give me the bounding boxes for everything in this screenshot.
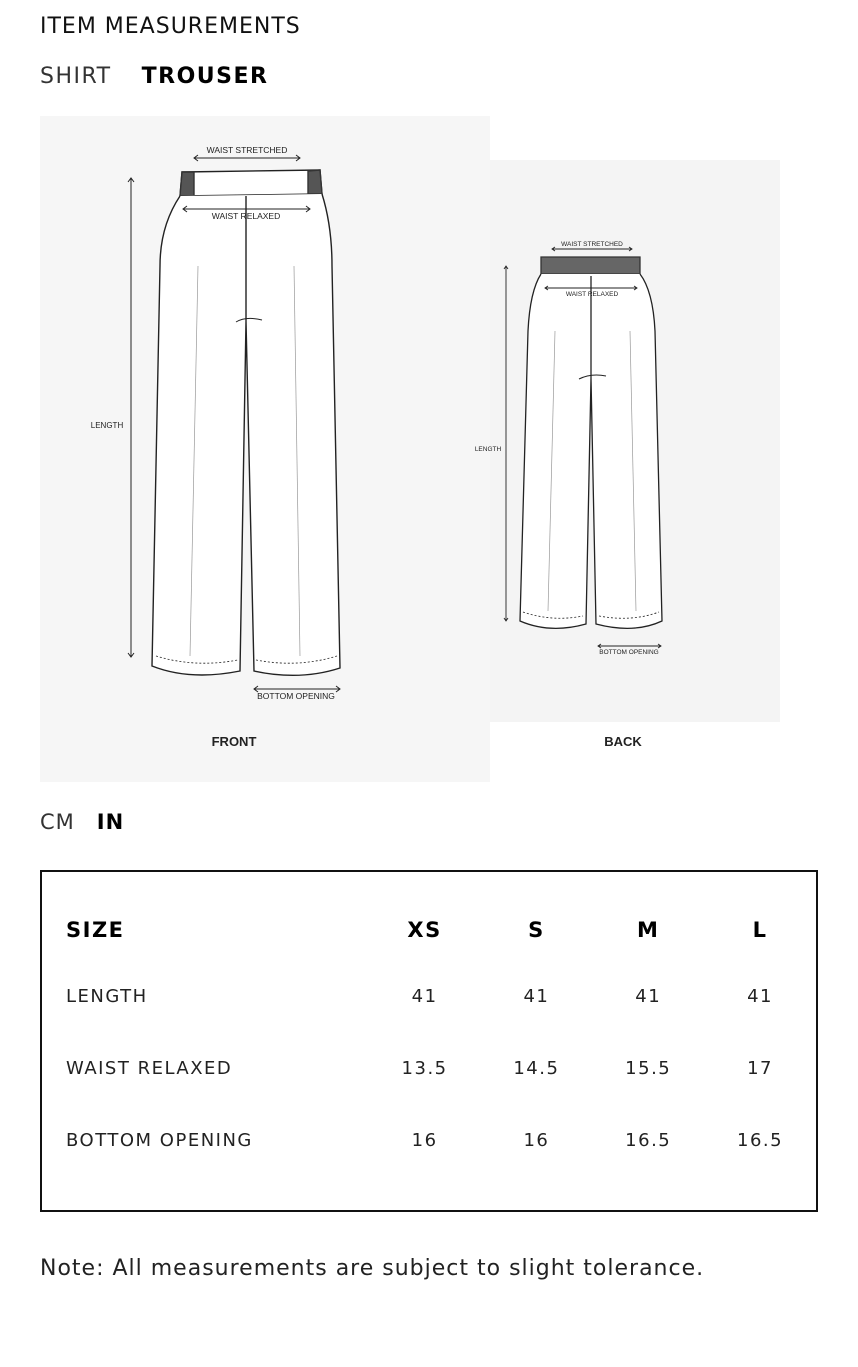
back-waist-relaxed-label: WAIST RELAXED	[565, 291, 619, 298]
page-title: ITEM MEASUREMENTS	[40, 14, 301, 39]
front-bottom-opening-label: BOTTOM OPENING	[257, 691, 335, 701]
header-size-s: S	[528, 918, 545, 942]
tolerance-note: Note: All measurements are subject to slight tolerance.	[40, 1256, 705, 1281]
table-cell: 41	[635, 985, 662, 1007]
table-cell: 41	[411, 985, 438, 1007]
header-size-label: SIZE	[66, 918, 125, 942]
table-row	[66, 1104, 816, 1176]
back-length-label: LENGTH	[474, 446, 502, 453]
front-length-label: LENGTH	[90, 421, 124, 430]
size-table	[66, 900, 816, 1176]
measurement-diagram	[40, 116, 790, 782]
table-cell: 16	[411, 1129, 438, 1151]
row-label-length: LENGTH	[66, 985, 148, 1007]
front-waist-stretched-label: WAIST STRETCHED	[206, 145, 288, 155]
header-size-xs: XS	[407, 918, 442, 942]
table-cell: 41	[523, 985, 550, 1007]
row-label-bottom-opening: BOTTOM OPENING	[66, 1129, 253, 1151]
header-size-l: L	[752, 918, 768, 942]
table-cell: 15.5	[625, 1057, 672, 1079]
back-waist-stretched-label: WAIST STRETCHED	[561, 241, 623, 248]
size-chart	[40, 870, 818, 1212]
table-cell: 13.5	[401, 1057, 448, 1079]
garment-tabs	[40, 64, 268, 89]
table-header-row	[66, 900, 816, 960]
tab-trouser[interactable]: TROUSER	[141, 64, 269, 89]
unit-tab-cm[interactable]: CM	[40, 810, 75, 834]
header-size-m: M	[637, 918, 660, 942]
table-row	[66, 960, 816, 1032]
front-waist-relaxed-label: WAIST RELAXED	[211, 211, 281, 221]
table-cell: 16	[523, 1129, 550, 1151]
table-cell: 16.5	[737, 1129, 784, 1151]
tab-shirt[interactable]: SHIRT	[40, 64, 112, 89]
unit-tabs	[40, 810, 124, 834]
table-cell: 14.5	[513, 1057, 560, 1079]
table-cell: 17	[747, 1057, 774, 1079]
table-cell: 16.5	[625, 1129, 672, 1151]
row-label-waist-relaxed: WAIST RELAXED	[66, 1057, 233, 1079]
table-cell: 41	[747, 985, 774, 1007]
front-caption: FRONT	[211, 734, 257, 749]
unit-tab-in[interactable]: IN	[96, 810, 125, 834]
back-bottom-opening-label: BOTTOM OPENING	[599, 649, 659, 656]
table-row	[66, 1032, 816, 1104]
back-caption: BACK	[604, 734, 642, 749]
